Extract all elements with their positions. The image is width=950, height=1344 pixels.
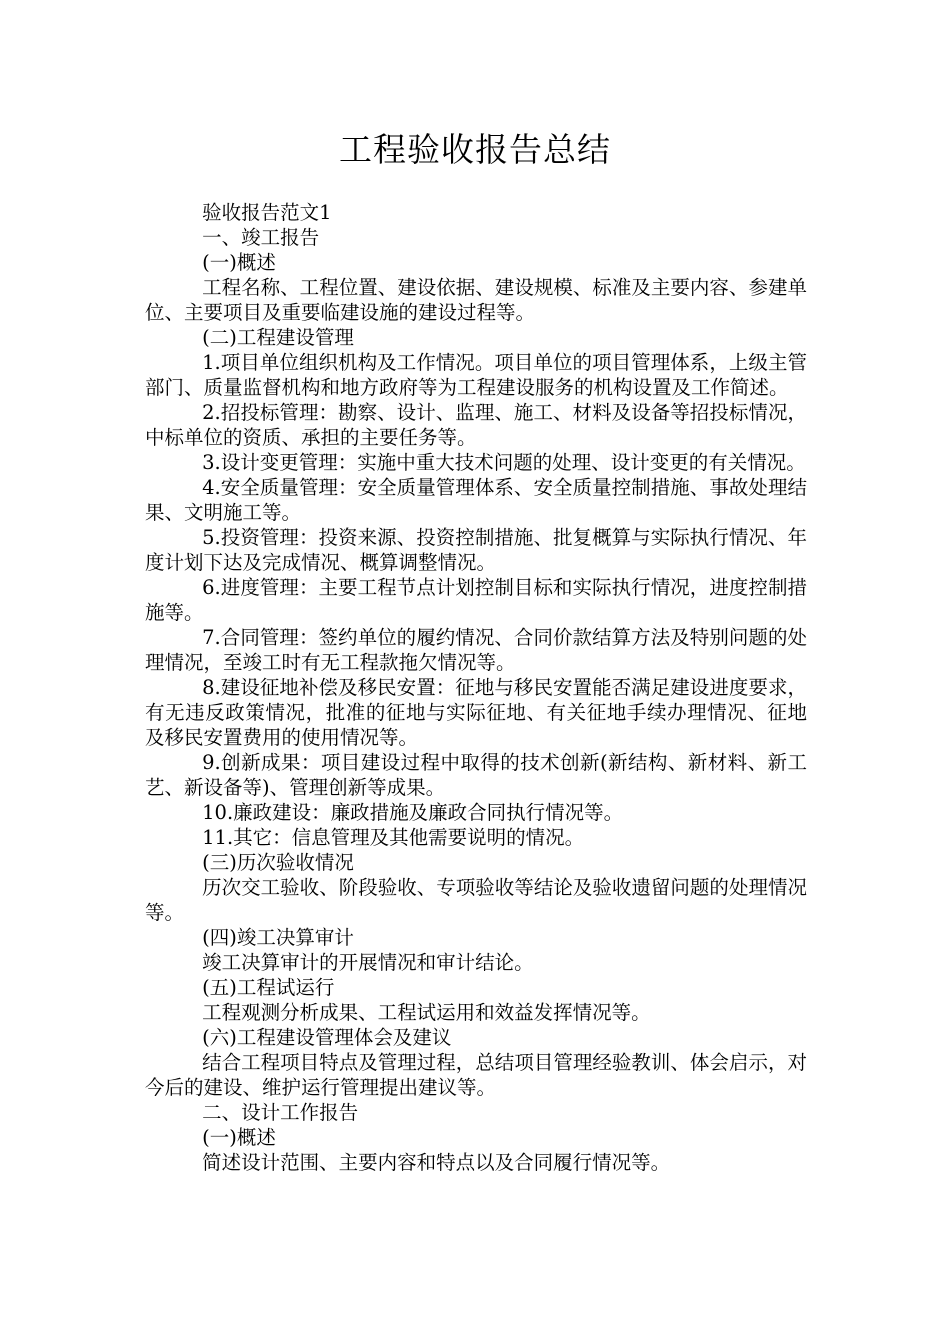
paragraph: 10.廉政建设：廉政措施及廉政合同执行情况等。 bbox=[202, 801, 624, 824]
section-heading: 一、竣工报告 bbox=[202, 226, 320, 249]
subsection-heading: (六)工程建设管理体会及建议 bbox=[202, 1026, 452, 1049]
paragraph: 历次交工验收、阶段验收、专项验收等结论及验收遗留问题的处理情况等。 bbox=[145, 876, 807, 924]
section-heading: 二、设计工作报告 bbox=[202, 1101, 359, 1124]
subsection-heading: (二)工程建设管理 bbox=[202, 326, 354, 349]
subsection-heading: (五)工程试运行 bbox=[202, 976, 335, 999]
paragraph: 验收报告范文1 bbox=[202, 201, 332, 224]
subsection-heading: (三)历次验收情况 bbox=[202, 851, 354, 874]
paragraph: 7.合同管理：签约单位的履约情况、合同价款结算方法及特别问题的处理情况，至竣工时有无工程款拖欠情况等。 bbox=[145, 626, 807, 674]
document-body bbox=[145, 200, 807, 1175]
subsection-heading: (一)概述 bbox=[202, 1126, 276, 1149]
paragraph: 工程观测分析成果、工程试运用和效益发挥情况等。 bbox=[202, 1001, 651, 1024]
paragraph: 竣工决算审计的开展情况和审计结论。 bbox=[202, 951, 534, 974]
paragraph: 8.建设征地补偿及移民安置：征地与移民安置能否满足建设进度要求，有无违反政策情况，批准的征地与实际征地、有关征地手续办理情况、征地及移民安置费用的使用情况等。 bbox=[145, 676, 807, 749]
paragraph: 4.安全质量管理：安全质量管理体系、安全质量控制措施、事故处理结果、文明施工等。 bbox=[145, 476, 807, 524]
paragraph: 简述设计范围、主要内容和特点以及合同履行情况等。 bbox=[202, 1151, 671, 1174]
paragraph: 9.创新成果：项目建设过程中取得的技术创新(新结构、新材料、新工艺、新设备等)、管理创新等成果。 bbox=[145, 751, 807, 799]
subsection-heading: (一)概述 bbox=[202, 251, 276, 274]
paragraph: 1.项目单位组织机构及工作情况。项目单位的项目管理体系，上级主管部门、质量监督机构和地方政府等为工程建设服务的机构设置及工作简述。 bbox=[145, 351, 807, 399]
paragraph: 结合工程项目特点及管理过程，总结项目管理经验教训、体会启示，对今后的建设、维护运行管理提出建议等。 bbox=[145, 1051, 807, 1099]
paragraph: 11.其它：信息管理及其他需要说明的情况。 bbox=[202, 826, 585, 849]
subsection-heading: (四)竣工决算审计 bbox=[202, 926, 354, 949]
paragraph: 5.投资管理：投资来源、投资控制措施、批复概算与实际执行情况、年度计划下达及完成情况、概算调整情况。 bbox=[145, 526, 807, 574]
document-title: 工程验收报告总结 bbox=[339, 130, 611, 169]
paragraph: 6.进度管理：主要工程节点计划控制目标和实际执行情况，进度控制措施等。 bbox=[145, 576, 807, 624]
paragraph: 2.招投标管理：勘察、设计、监理、施工、材料及设备等招投标情况，中标单位的资质、承担的主要任务等。 bbox=[145, 401, 807, 449]
paragraph: 3.设计变更管理：实施中重大技术问题的处理、设计变更的有关情况。 bbox=[202, 451, 806, 474]
paragraph: 工程名称、工程位置、建设依据、建设规模、标准及主要内容、参建单位、主要项目及重要临建设施的建设过程等。 bbox=[145, 276, 807, 324]
